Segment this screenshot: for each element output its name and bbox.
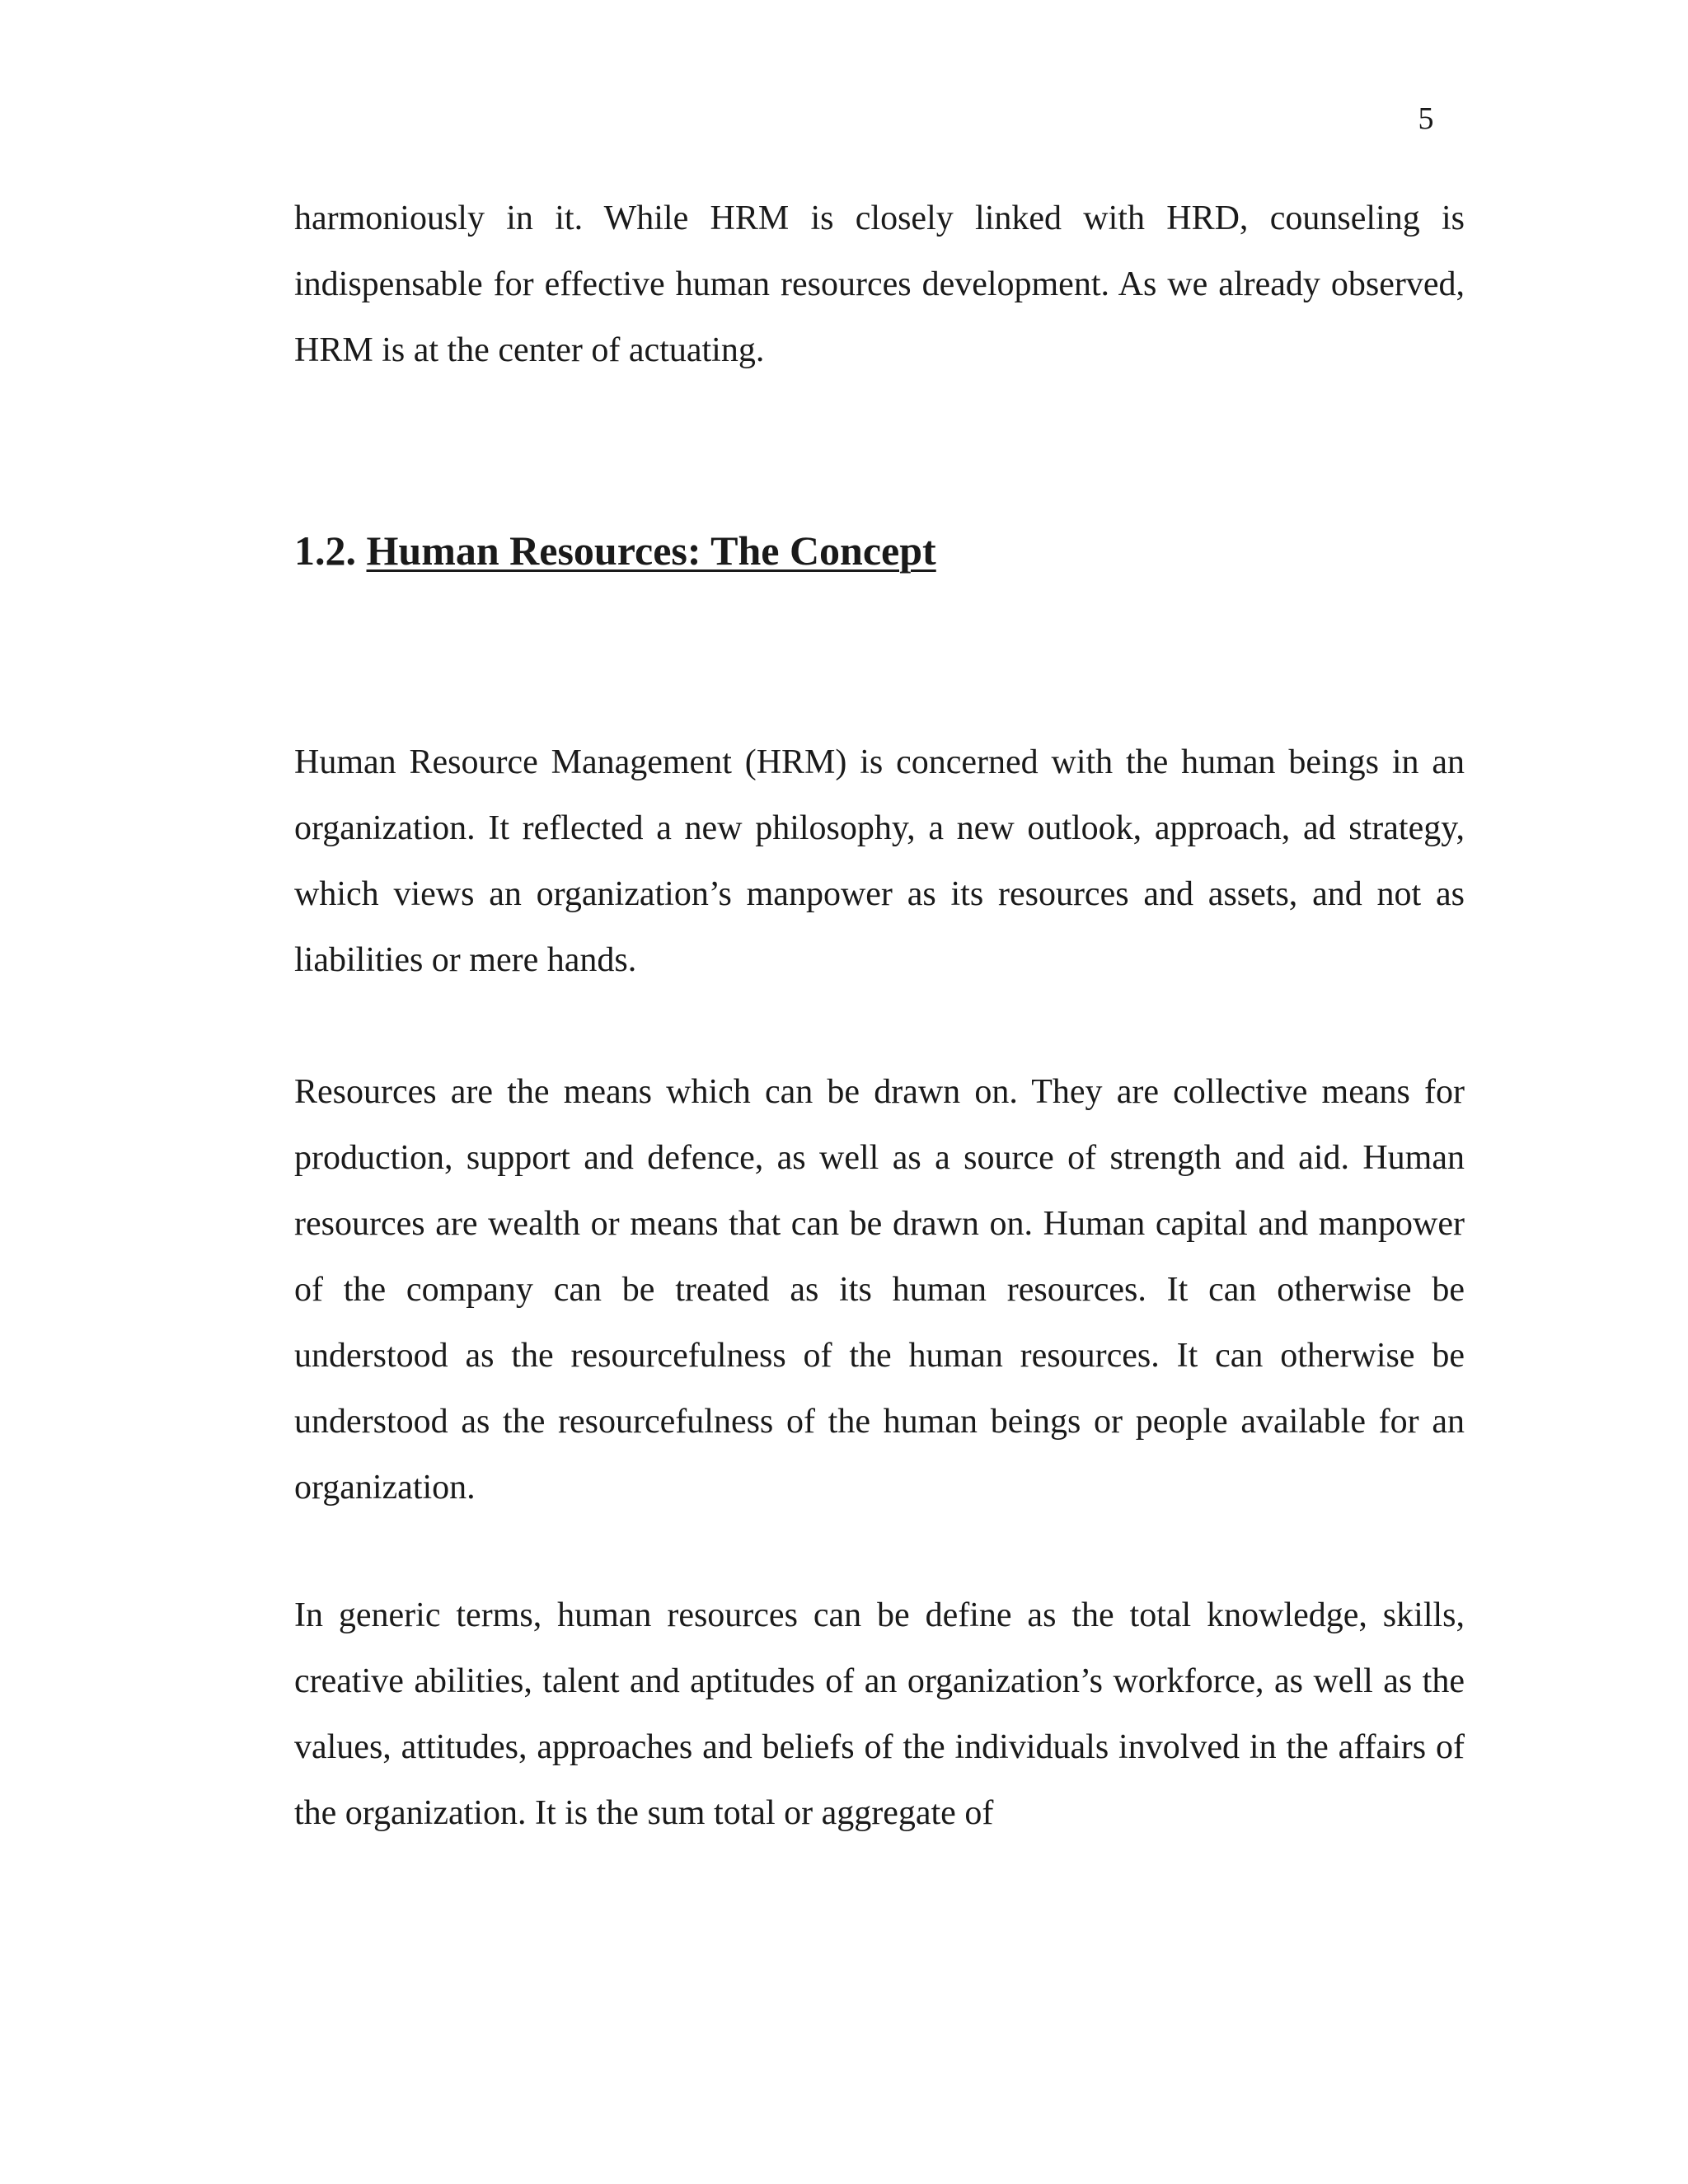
paragraph-intro: harmoniously in it. While HRM is closely linked with HRD, counseling is indispensable for effective human resources development. As we already observed, HRM is at the center of actuating.	[294, 199, 1465, 369]
section-title: Human Resources: The Concept	[366, 527, 936, 574]
paragraph-hrm-definition: Human Resource Management (HRM) is concerned with the human beings in an organization. It reflected a new philosophy, a new outlook, approach, ad strategy, which views an organization’s manpower as its resources and assets, and not as liabilities or mere hands.	[294, 743, 1465, 979]
paragraph-resources: Resources are the means which can be drawn on. They are collective means for production, support and defence, as well as a source of strength and aid. Human resources are wealth or means that can be drawn on. Human capital and manpower of the company can be treated as its human resources. It can otherwise be understood as the resourcefulness of the human resources. It can otherwise be understood as the resourcefulness of the human beings or people available for an organization.	[294, 1073, 1465, 1507]
section-number: 1.2.	[294, 527, 356, 574]
paragraph-generic-terms: In generic terms, human resources can be define as the total knowledge, skills, creative abilities, talent and aptitudes of an organization’s workforce, as well as the values, attitudes, approaches and beliefs of the individuals involved in the affairs of the organization. It is the sum total or aggregate of	[294, 1596, 1465, 1832]
section-heading	[294, 518, 936, 583]
page-number: 5	[1418, 101, 1434, 136]
